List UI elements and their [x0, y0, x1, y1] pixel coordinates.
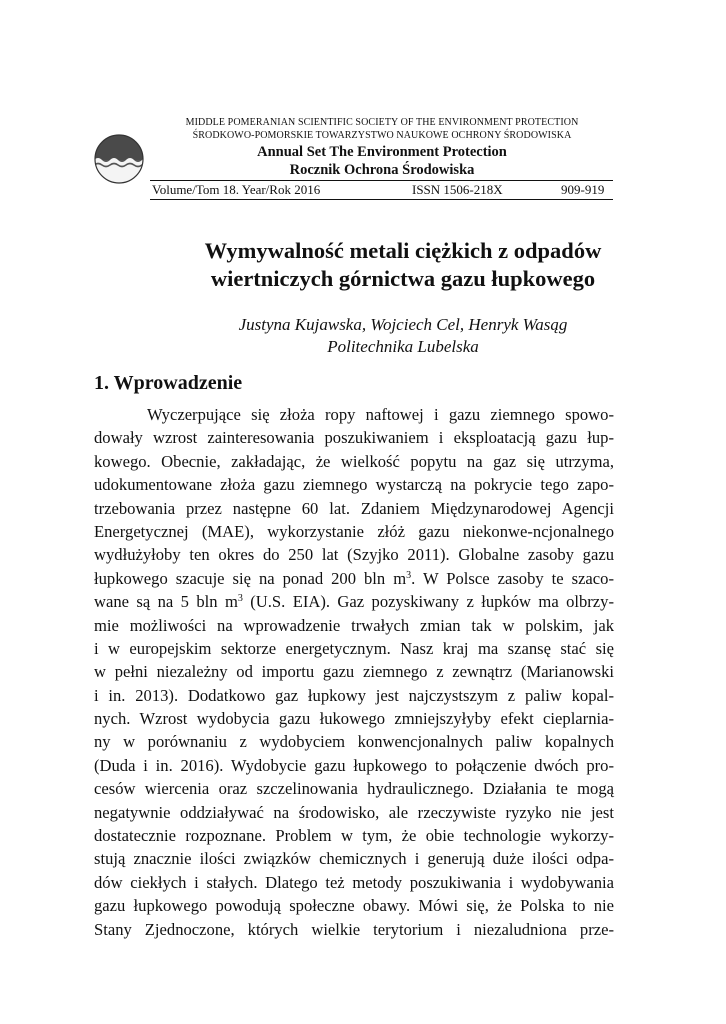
body-line-text: łupkowego szacuje się na ponad 200 bln m	[94, 568, 407, 588]
article-affiliation: Politechnika Lubelska	[327, 337, 479, 356]
body-line-text: (U.S. EIA). Gaz pozyskiwany z łupków ma olbrzy-	[242, 592, 614, 612]
journal-name-pl: Rocznik Ochrona Środowiska	[289, 162, 475, 178]
body-line: dów ciekłych i stałych. Dlatego też metody poszukiwania i wydobywania	[94, 872, 614, 892]
journal-name-en: Annual Set The Environment Protection	[257, 144, 507, 160]
article-title-line-2: wiertniczych górnictwa gazu łupkowego	[210, 266, 596, 291]
body-line-text: wane są na 5 bln m	[94, 592, 238, 612]
body-line: w pełni niezależny od importu gazu ziemnego z zewnątrz (Marianowski	[94, 662, 614, 682]
society-name-en: MIDDLE POMERANIAN SCIENTIFIC SOCIETY OF THE ENVIRONMENT PROTECTION	[185, 117, 579, 128]
exponent: 3	[237, 593, 243, 605]
article-authors: Justyna Kujawska, Wojciech Cel, Henryk Wasąg	[238, 315, 568, 334]
body-line: stują znacznie ilości związków chemicznych i generują duże ilości odpa-	[94, 849, 614, 869]
body-line: i in. 2013). Dodatkowo gaz łupkowy jest najczystszym z paliw kopal-	[94, 685, 614, 705]
body-line: wydłużyłoby ten okres do 250 lat (Szyjko 2011). Globalne zasoby gazu	[94, 545, 614, 565]
society-name-pl: ŚRODKOWO-POMORSKIE TOWARZYSTWO NAUKOWE OCHRONY ŚRODOWISKA	[192, 130, 572, 141]
volume-year: Volume/Tom 18. Year/Rok 2016	[152, 182, 321, 197]
body-line: kowego. Obecnie, zakładając, że wielkość popytu na gaz się utrzyma,	[94, 451, 614, 471]
body-line-text: . W Polsce zasoby te szaco-	[411, 568, 614, 588]
page-range: 909-919	[561, 182, 605, 197]
section-heading: 1. Wprowadzenie	[94, 372, 243, 394]
body-line: Stany Zjednoczone, których wielkie terytorium i niezaludniona prze-	[94, 919, 614, 939]
body-line: cesów wiercenia oraz szczelinowania hydraulicznego. Działania te mogą	[94, 779, 614, 799]
body-line	[94, 567, 614, 590]
body-line: gazu łupkowego powodują społeczne obawy. Mówi się, że Polska to nie	[94, 896, 614, 916]
body-line: Wyczerpujące się złoża ropy naftowej i gazu ziemnego spowo-	[147, 405, 614, 424]
article-title-line-1: Wymywalność metali ciężkich z odpadów	[204, 238, 602, 263]
body-line	[94, 590, 614, 613]
body-line: nych. Wzrost wydobycia gazu łukowego zmniejszyłyby efekt cieplarnia-	[94, 709, 614, 729]
section-body	[94, 403, 614, 941]
body-line: dostatecznie rozpoznane. Problem w tym, że obie technologie wykorzy-	[94, 826, 614, 846]
body-line: (Duda i in. 2016). Wydobycie gazu łupkowego to połączenie dwóch pro-	[94, 755, 614, 775]
body-line: negatywnie oddziaływać na środowisko, ale rzeczywiste ryzyko nie jest	[94, 802, 614, 822]
issn: ISSN 1506-218X	[412, 182, 503, 197]
body-line: ny w porównaniu z wydobyciem konwencjonalnych paliw kopalnych	[94, 732, 614, 752]
body-line: trzebowania przez następne 60 lat. Zdaniem Międzynarodowej Agencji	[94, 498, 614, 518]
body-line: udokumentowane złoża gazu ziemnego wystarczą na pokrycie tego zapo-	[94, 475, 614, 495]
body-line: i w europejskim sektorze energetycznym. Nasz kraj ma szansę stać się	[94, 638, 614, 658]
header-bottom-rule	[150, 199, 613, 200]
journal-logo-icon	[94, 134, 144, 184]
body-line: mie możliwości na wprowadzenie trwałych zmian tak w polskim, jak	[94, 615, 614, 635]
header-top-rule	[150, 180, 613, 181]
exponent: 3	[406, 569, 412, 581]
body-line: dowały wzrost zainteresowania poszukiwaniem i eksploatacją gazu łup-	[94, 428, 614, 448]
body-line: Energetycznej (MAE), wykorzystanie złóż gazu niekonwe-ncjonalnego	[94, 521, 614, 541]
